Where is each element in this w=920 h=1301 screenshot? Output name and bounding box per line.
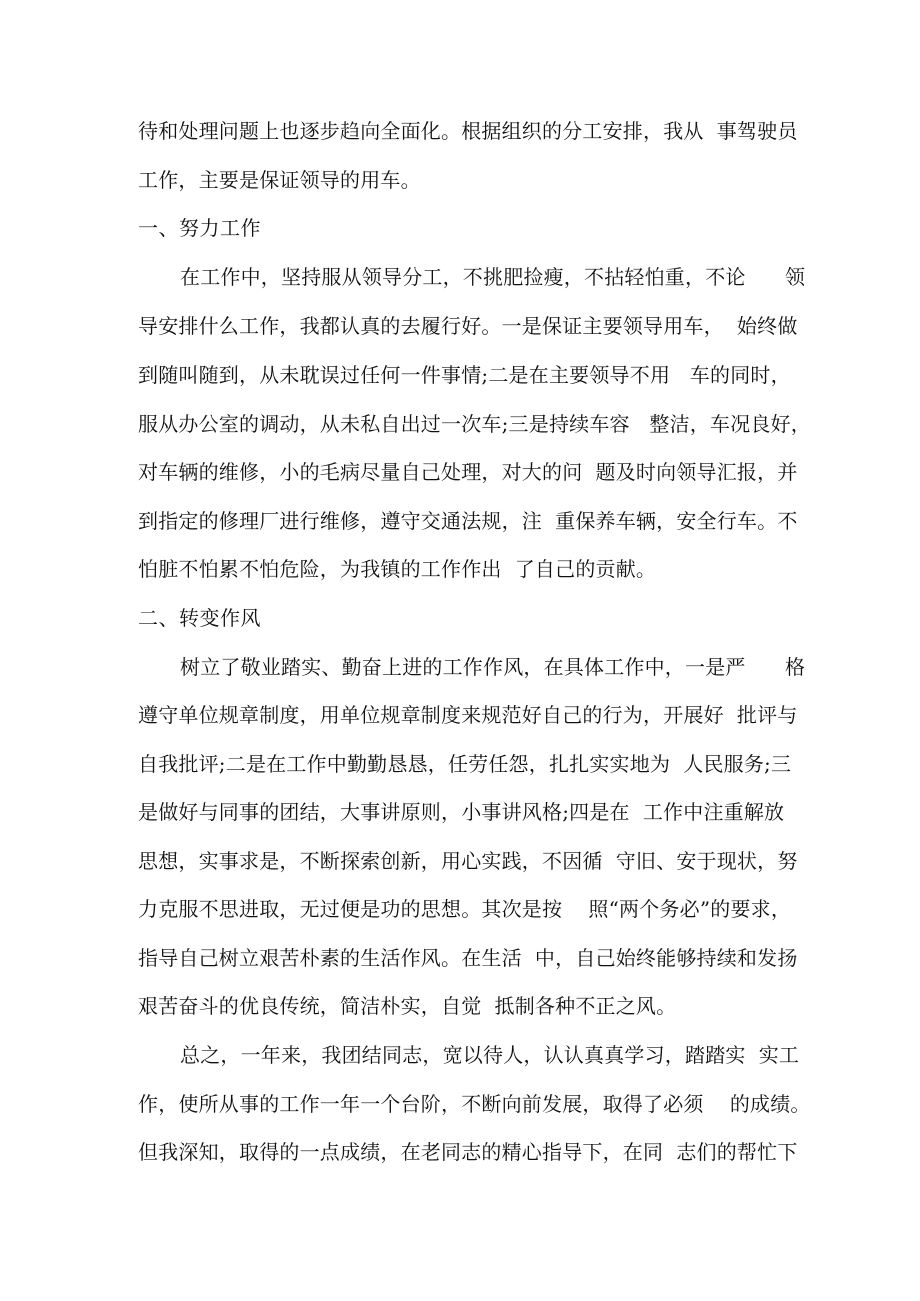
paragraph-line: 在工作中，坚持服从领导分工，不挑肥捡瘦，不拈轻怕重，不论 领 (180, 265, 806, 289)
paragraph-line: 树立了敬业踏实、勤奋上进的工作作风，在具体工作中，一是严 格 (180, 655, 806, 679)
paragraph-line: 总之，一年来，我团结同志，宽以待人，认认真真学习，踏踏实 实工 (180, 1043, 800, 1067)
paragraph-line: 思想，实事求是，不断探索创新，用心实践，不因循 守旧、安于现状，努 (138, 849, 798, 873)
paragraph-line: 对车辆的维修，小的毛病尽量自己处理，对大的问 题及时向领导汇报，并 (138, 460, 798, 484)
paragraph-line: 艰苦奋斗的优良传统，简洁朴实，自觉 抵制各种不正之风。 (138, 994, 677, 1018)
paragraph-line: 指导自己树立艰苦朴素的生活作风。在生活 中，自己始终能够持续和发扬 (138, 946, 798, 970)
paragraph-line: 怕脏不怕累不怕危险，为我镇的工作作出 了自己的贡献。 (138, 557, 657, 581)
paragraph-line: 但我深知，取得的一点成绩，在老同志的精心指导下，在同 志们的帮忙下 (138, 1140, 798, 1164)
section-heading: 二、转变作风 (138, 606, 261, 630)
paragraph-line: 作，使所从事的工作一年一个台阶，不断向前发展，取得了必须 的成绩。 (138, 1092, 811, 1116)
paragraph-line: 力克服不思进取，无过便是功的思想。其次是按 照“两个务必”的要求， (138, 897, 792, 921)
paragraph-line: 自我批评;二是在工作中勤勤恳恳，任劳任怨，扎扎实实地为 人民服务;三 (138, 752, 792, 776)
paragraph-line: 是做好与同事的团结，大事讲原则，小事讲风格;四是在 工作中注重解放 (138, 800, 785, 824)
paragraph-line: 到指定的修理厂进行维修，遵守交通法规，注 重保养车辆，安全行车。不 (138, 509, 798, 533)
section-heading: 一、努力工作 (138, 216, 261, 240)
paragraph-line: 待和处理问题上也逐步趋向全面化。根据组织的分工安排，我从 事驾驶员 (138, 119, 798, 143)
paragraph-line: 服从办公室的调动，从未私自出过一次车;三是持续车容 整洁，车况良好， (138, 412, 812, 436)
paragraph-line: 遵守单位规章制度，用单位规章制度来规范好自己的行为，开展好 批评与 (138, 703, 798, 727)
paragraph-line: 导安排什么工作，我都认真的去履行好。一是保证主要领导用车， 始终做 (138, 314, 798, 338)
paragraph-line: 到随叫随到，从未耽误过任何一件事情;二是在主要领导不用 车的同时， (138, 363, 791, 387)
paragraph-line: 工作，主要是保证领导的用车。 (138, 168, 421, 192)
